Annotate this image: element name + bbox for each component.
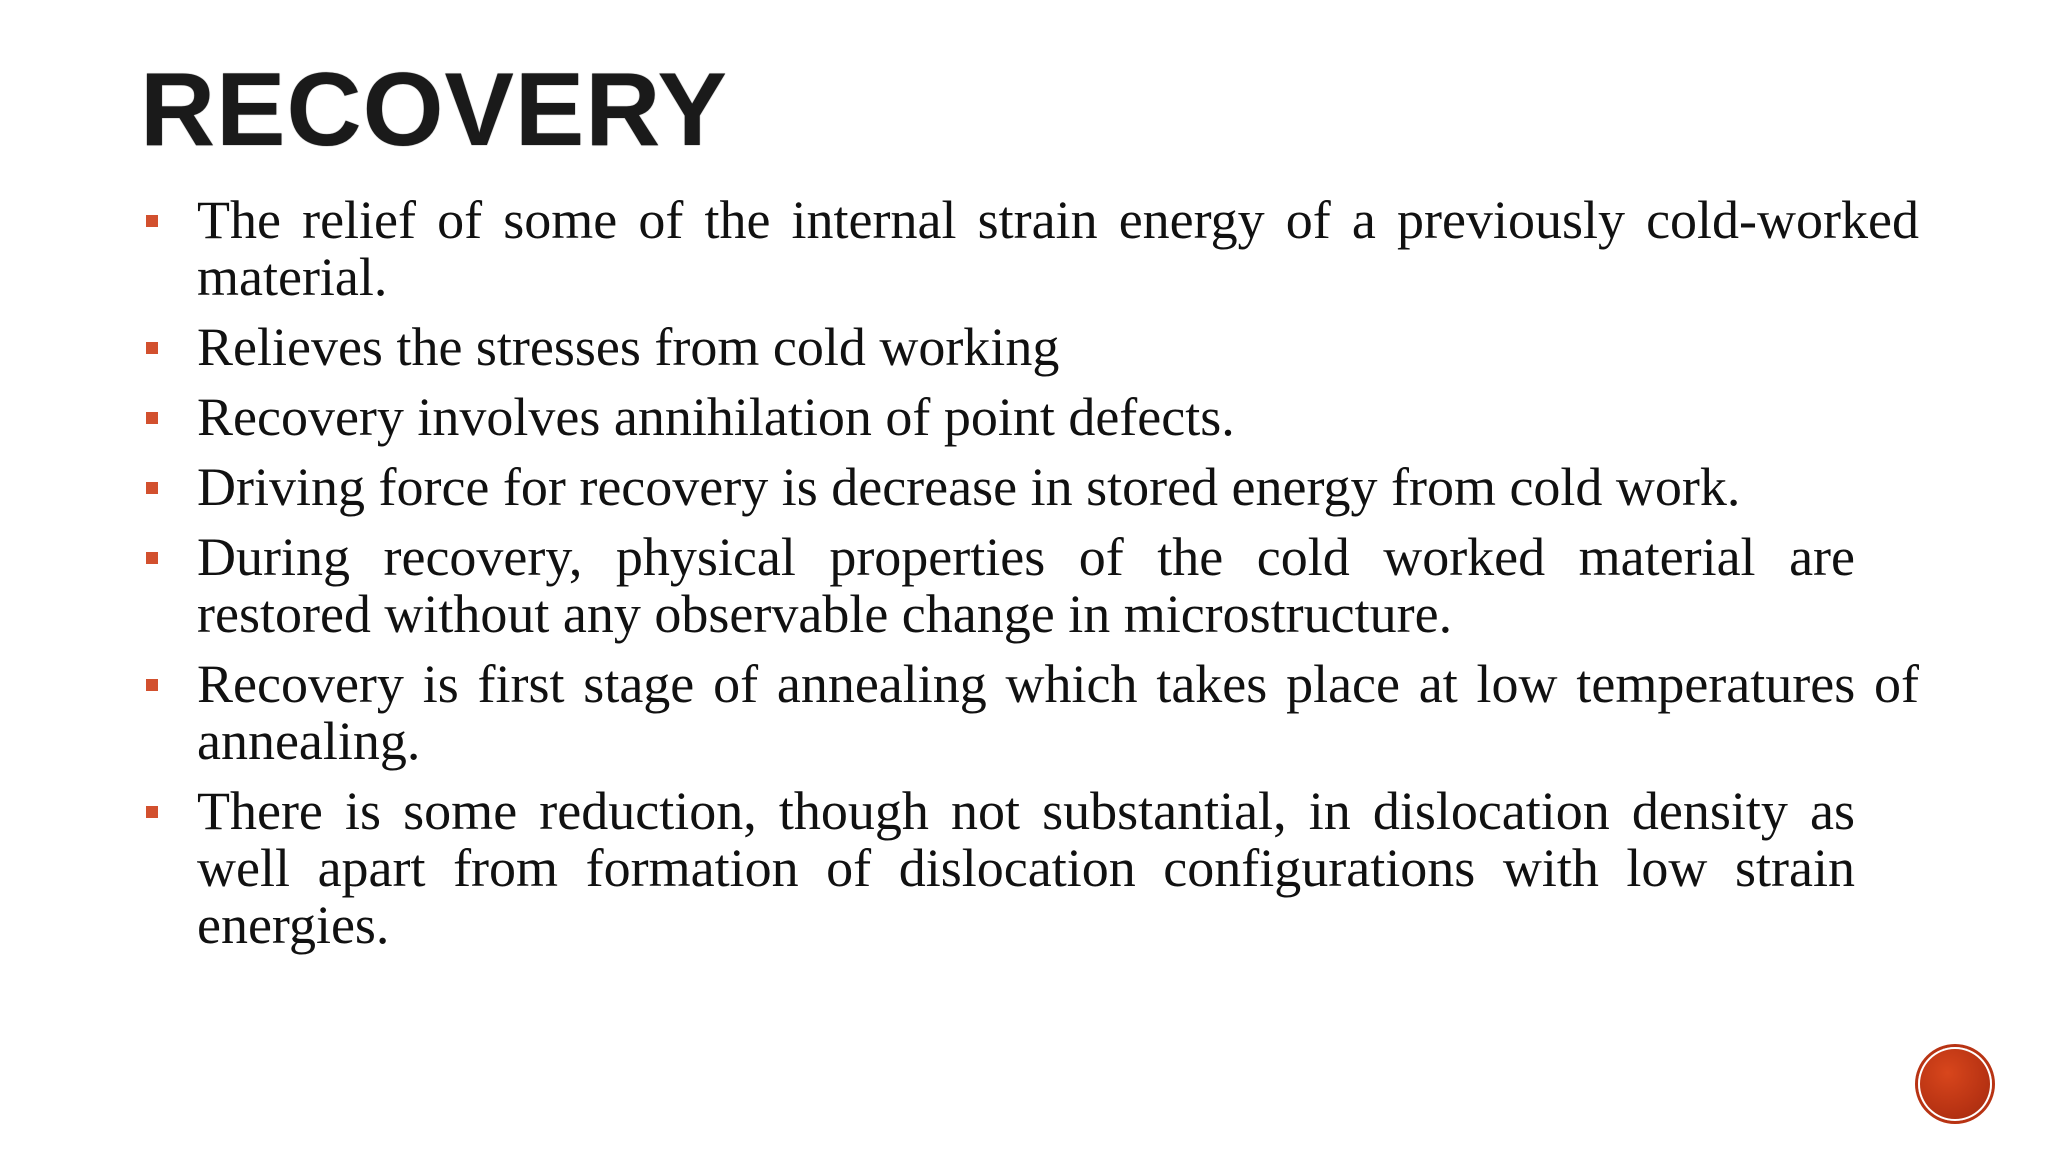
bullet-text: Recovery involves annihilation of point defects. — [197, 387, 1235, 447]
bullet-item — [140, 783, 1855, 954]
bullet-text: Recovery is first stage of annealing which takes place at low temperatures of annealing. — [197, 654, 1919, 771]
left-margin-strip — [0, 0, 145, 1152]
bullet-marker-icon — [146, 806, 158, 818]
bullet-item — [140, 389, 1905, 446]
bullet-item — [140, 192, 1919, 306]
slide-title: RECOVERY — [140, 52, 728, 168]
bullet-item — [140, 529, 1855, 643]
bullet-item — [140, 656, 1919, 770]
bullet-list — [140, 190, 1919, 967]
bullet-marker-icon — [146, 342, 158, 354]
bullet-text: During recovery, physical properties of the cold worked material are restored without any observable change in microstructure. — [197, 527, 1855, 644]
bullet-item — [140, 459, 1905, 516]
bullet-text: The relief of some of the internal strain energy of a previously cold-worked material. — [197, 190, 1919, 307]
bullet-marker-icon — [146, 412, 158, 424]
bullet-text: There is some reduction, though not substantial, in dislocation density as well apart from formation of dislocation configurations with low strain energies. — [197, 781, 1855, 955]
slide-nav-button[interactable] — [1918, 1047, 1992, 1121]
bullet-marker-icon — [146, 482, 158, 494]
bullet-marker-icon — [146, 215, 158, 227]
bullet-text: Driving force for recovery is decrease in stored energy from cold work. — [197, 457, 1741, 517]
bullet-text: Relieves the stresses from cold working — [197, 317, 1060, 377]
bullet-marker-icon — [146, 679, 158, 691]
bullet-marker-icon — [146, 552, 158, 564]
bullet-item — [140, 319, 1905, 376]
